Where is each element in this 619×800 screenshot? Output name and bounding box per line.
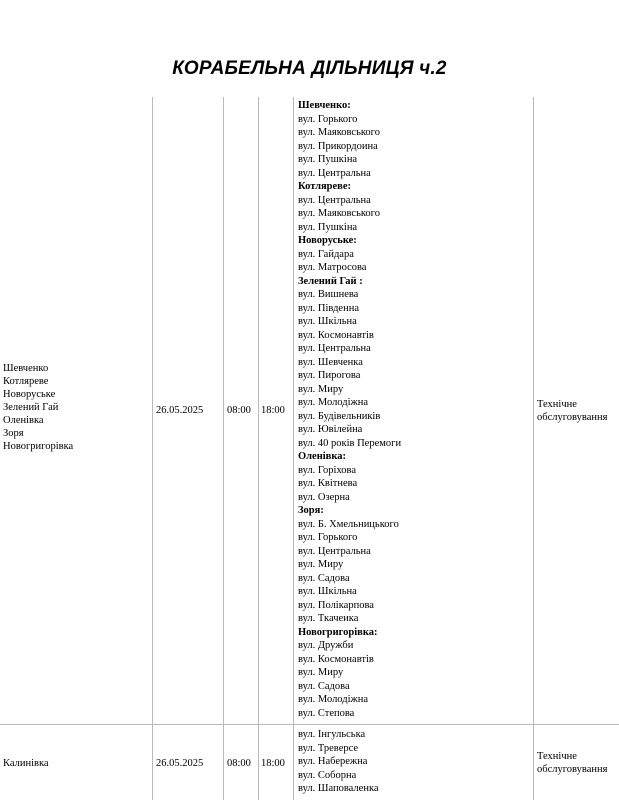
reason-text: обслуговування (537, 412, 608, 423)
street-item: вул. Набережна (298, 756, 368, 767)
table-column-divider (533, 97, 534, 800)
settlement-name: Зелений Гай (3, 402, 59, 413)
page-title: КОРАБЕЛЬНА ДІЛЬНИЦЯ ч.2 (172, 58, 447, 79)
reason-text: обслуговування (537, 764, 608, 775)
street-item: вул. Маяковського (298, 208, 380, 219)
street-item: вул. Шкільна (298, 316, 357, 327)
date-cell: 26.05.2025 (156, 405, 204, 416)
street-item: вул. Ювілейна (298, 424, 363, 435)
table-column-divider (293, 97, 294, 800)
settlement-heading: Зоря: (298, 505, 324, 516)
settlement-name: Новоруське (3, 389, 56, 400)
table-column-divider (223, 97, 224, 800)
street-item: вул. Шкільна (298, 586, 357, 597)
settlement-name: Калинівка (3, 758, 49, 769)
street-item: вул. Центральна (298, 194, 371, 206)
streets-cell (298, 99, 401, 720)
street-item: вул. Південна (298, 302, 359, 314)
table-column-divider (258, 97, 259, 800)
street-item: вул. Шевченка (298, 356, 363, 368)
street-item: вул. Молодіжна (298, 397, 369, 408)
street-item: вул. Миру (298, 383, 344, 395)
settlement-name: Зоря (3, 428, 24, 439)
street-item: вул. Озерна (298, 491, 350, 503)
street-item: вул. Степова (298, 707, 355, 719)
settlement-name: Котляреве (3, 376, 49, 387)
street-item: вул. Ткачеика (298, 613, 359, 624)
street-item: вул. Прикордоина (298, 140, 378, 152)
street-item: вул. Дружби (298, 640, 354, 651)
settlement-name: Шевченко (3, 363, 49, 374)
time-to-cell: 18:00 (261, 405, 285, 416)
street-item: вул. Полікарпова (298, 599, 374, 611)
settlements-cell (3, 362, 149, 453)
table-row-divider (0, 724, 619, 725)
street-item: вул. Вишнева (298, 289, 359, 300)
reason-cell (537, 398, 607, 424)
reason-text: Технічне (537, 399, 577, 410)
street-item: вул. Миру (298, 667, 344, 678)
street-item: вул. Садова (298, 572, 350, 584)
settlement-heading: Оленівка: (298, 451, 346, 462)
settlement-name: Оленівка (3, 415, 44, 426)
streets-cell (298, 728, 379, 796)
street-item: вул. Гайдара (298, 248, 354, 260)
street-item: вул. Молодіжна (298, 694, 369, 705)
street-item: вул. Горіхова (298, 464, 357, 476)
street-item: вул. Горького (298, 532, 358, 543)
street-item: вул. Садова (298, 680, 350, 692)
time-from-cell: 08:00 (227, 758, 251, 769)
street-item: вул. Центральна (298, 343, 371, 354)
street-item: вул. Космонавтів (298, 329, 374, 341)
street-item: вул. Треверсе (298, 742, 359, 754)
settlement-heading: Новогригорівка: (298, 626, 378, 638)
street-item: вул. Пушкіна (298, 154, 358, 165)
time-from-cell: 08:00 (227, 405, 251, 416)
street-item: вул. Пирогова (298, 370, 361, 381)
street-item: вул. Шаповаленка (298, 783, 379, 794)
street-item: вул. Інгульська (298, 729, 366, 740)
settlement-heading: Зелений Гай : (298, 275, 363, 287)
street-item: вул. Центральна (298, 545, 371, 557)
street-item: вул. Центральна (298, 167, 371, 179)
settlement-name: Новогригорівка (3, 441, 74, 452)
street-item: вул. Пушкіна (298, 221, 358, 233)
street-item: вул. Матросова (298, 262, 367, 273)
street-item: вул. Космонавтів (298, 653, 374, 665)
street-item: вул. Б. Хмельницького (298, 518, 399, 530)
reason-text: Технічне (537, 751, 577, 762)
settlements-cell (3, 757, 49, 770)
street-item: вул. 40 років Перемоги (298, 437, 402, 449)
date-cell: 26.05.2025 (156, 758, 204, 769)
street-item: вул. Квітнева (298, 478, 358, 489)
street-item: вул. Горького (298, 113, 358, 125)
street-item: вул. Будівельників (298, 410, 381, 422)
street-item: вул. Миру (298, 559, 344, 570)
street-item: вул. Соборна (298, 769, 357, 781)
street-item: вул. Маяковського (298, 127, 380, 138)
settlement-heading: Шевченко: (298, 100, 351, 111)
reason-cell (537, 750, 607, 776)
time-to-cell: 18:00 (261, 758, 285, 769)
settlement-heading: Котляреве: (298, 181, 351, 192)
settlement-heading: Новоруське: (298, 235, 357, 246)
table-column-divider (152, 97, 153, 800)
